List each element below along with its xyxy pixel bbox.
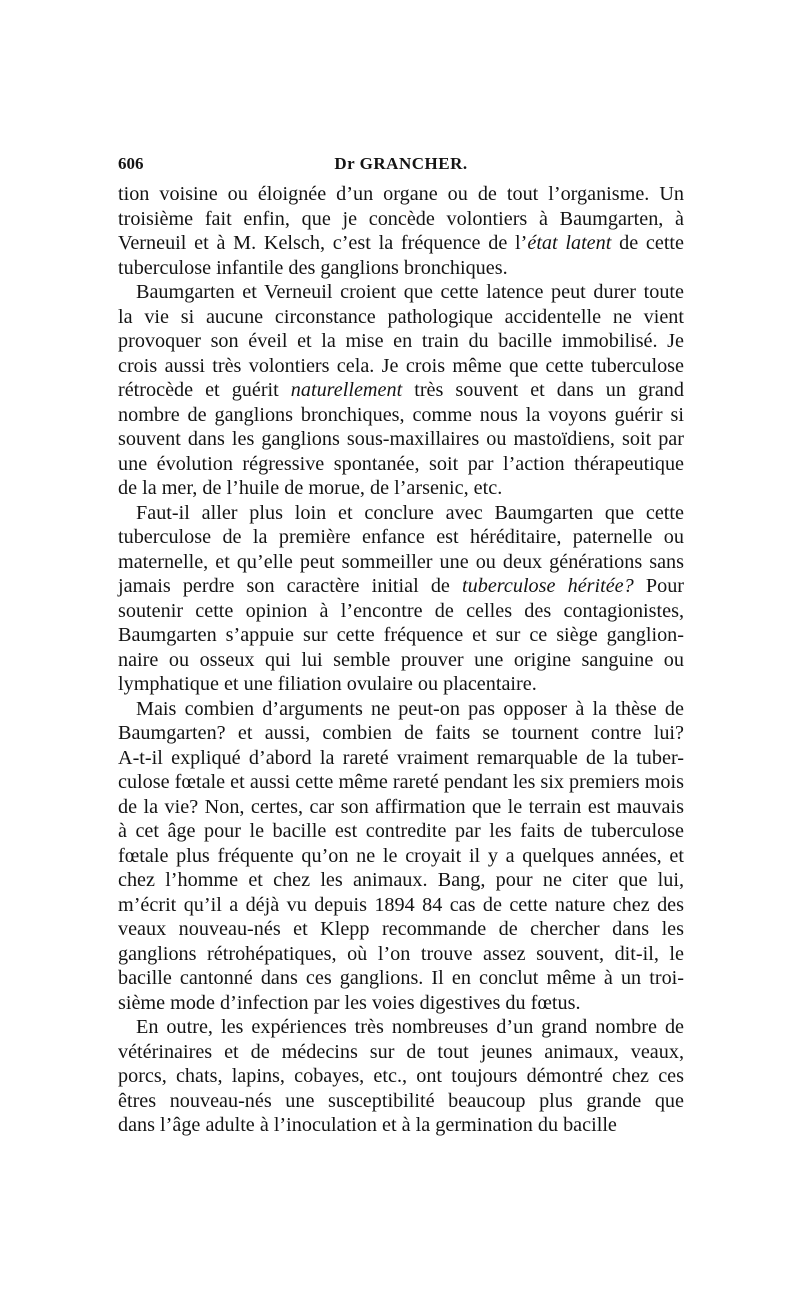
text-segment: lymphatique et une filiation ovulaire ou placentaire.	[118, 673, 537, 695]
text-line	[118, 501, 684, 526]
italic-text: naturellement	[290, 379, 403, 401]
text-line	[118, 893, 684, 918]
text-segment: une évolution régressive spontanée, soit par l’action thérapeutique	[118, 452, 684, 475]
italic-text: état latent	[527, 232, 612, 254]
text-segment: de cette	[611, 232, 685, 254]
text-line	[118, 354, 684, 379]
text-segment: m’écrit qu’il a déjà vu depuis 1894 84 cas de cette nature chez des	[118, 893, 684, 916]
body-text	[118, 182, 684, 1138]
text-line	[118, 1064, 684, 1089]
text-line	[118, 599, 684, 624]
text-line	[118, 525, 684, 550]
text-line	[118, 1040, 684, 1065]
text-segment: tuberculose de la première enfance est héréditaire, paternelle ou	[118, 526, 684, 548]
text-line	[118, 697, 684, 722]
text-line	[118, 256, 684, 281]
text-segment: Pour	[633, 575, 685, 597]
text-segment: A-t-il expliqué d’abord la rareté vraiment remarquable de la tuber-	[118, 746, 684, 769]
text-segment: de la mer, de l’huile de morue, de l’arsenic, etc.	[118, 477, 503, 499]
text-segment: vétérinaires et de médecins sur de tout jeunes animaux, veaux,	[118, 1040, 684, 1063]
text-segment: Verneuil et à M. Kelsch, c’est la fréquence de l’	[118, 232, 528, 254]
text-line	[118, 721, 684, 746]
text-line	[118, 280, 684, 305]
text-segment: sième mode d’infection par les voies digestives du fœtus.	[118, 991, 581, 1014]
running-head: Dr GRANCHER.	[334, 154, 468, 173]
text-line	[118, 476, 684, 501]
text-segment: porcs, chats, lapins, cobayes, etc., ont toujours démontré chez ces	[118, 1065, 684, 1087]
text-segment: crois aussi très volontiers cela. Je crois même que cette tuberculose	[118, 354, 684, 377]
italic-text: tuberculose héritée?	[462, 575, 634, 597]
text-line	[118, 550, 684, 575]
text-segment: dans l’âge adulte à l’inoculation et à la germination du bacille	[118, 1114, 617, 1136]
text-segment: la vie si aucune circonstance pathologique accidentelle ne vient	[118, 305, 684, 328]
text-line	[118, 403, 684, 428]
text-line	[118, 378, 684, 403]
text-line	[118, 795, 684, 820]
text-segment: souvent dans les ganglions sous-maxillaires ou mastoïdiens, soit par	[118, 428, 684, 450]
text-segment: ganglions rétrohépatiques, où l’on trouve assez souvent, dit-il, le	[118, 942, 684, 965]
text-line	[118, 305, 684, 330]
text-segment: Mais combien d’arguments ne peut-on pas opposer à la thèse de	[136, 697, 684, 720]
text-line	[118, 672, 684, 697]
text-line	[118, 623, 684, 648]
text-segment: tion voisine ou éloignée d’un organe ou de tout l’organisme. Un	[118, 183, 684, 205]
text-segment: nombre de ganglions bronchiques, comme nous la voyons guérir si	[118, 403, 684, 426]
text-segment: soutenir cette opinion à l’encontre de celles des contagionistes,	[118, 599, 684, 622]
text-segment: Baumgarten s’appuie sur cette fréquence et sur ce siège ganglion-	[118, 624, 684, 646]
text-segment: chez l’homme et chez les animaux. Bang, pour ne citer que lui,	[118, 869, 684, 891]
text-line	[118, 819, 684, 844]
text-line	[118, 746, 684, 771]
text-segment: provoquer son éveil et la mise en train du bacille immobilisé. Je	[118, 330, 684, 352]
text-line	[118, 844, 684, 869]
text-segment: veaux nouveau-nés et Klepp recommande de chercher dans les	[118, 918, 684, 940]
text-segment: Baumgarten et Verneuil croient que cette latence peut durer toute	[136, 281, 684, 303]
text-segment: de la vie? Non, certes, car son affirmation que le terrain est mauvais	[118, 795, 684, 818]
text-line	[118, 966, 684, 991]
text-line	[118, 991, 684, 1016]
text-segment: jamais perdre son caractère initial de	[118, 575, 463, 597]
text-segment: maternelle, et qu’elle peut sommeiller une ou deux générations sans	[118, 550, 684, 573]
text-line	[118, 648, 684, 673]
text-line	[118, 868, 684, 893]
text-segment: naire ou osseux qui lui semble prouver une origine sanguine ou	[118, 648, 684, 671]
text-line	[118, 427, 684, 452]
text-segment: êtres nouveau-nés une susceptibilité beaucoup plus grande que	[118, 1089, 684, 1112]
text-line	[118, 231, 684, 256]
text-line	[118, 917, 684, 942]
text-segment: fœtale plus fréquente qu’on ne le croyait il y a quelques années, et	[118, 844, 684, 867]
text-line	[118, 1089, 684, 1114]
text-segment: tuberculose infantile des ganglions bronchiques.	[118, 256, 508, 279]
page-number: 606	[118, 154, 144, 173]
text-segment: rétrocède et guérit	[118, 379, 291, 401]
text-line	[118, 182, 684, 207]
text-segment: culose fœtale et aussi cette même rareté pendant les six premiers mois	[118, 771, 684, 793]
text-line	[118, 207, 684, 232]
text-line	[118, 770, 684, 795]
text-line	[118, 452, 684, 477]
text-segment: troisième fait enfin, que je concède volontiers à Baumgarten, à	[118, 207, 684, 230]
text-line	[118, 1015, 684, 1040]
text-segment: Faut-il aller plus loin et conclure avec Baumgarten que cette	[136, 501, 684, 524]
text-line	[118, 1113, 684, 1138]
page-header	[118, 150, 684, 176]
text-segment: En outre, les expériences très nombreuses d’un grand nombre de	[136, 1016, 684, 1038]
text-line	[118, 942, 684, 967]
text-segment: très souvent et dans un grand	[402, 379, 684, 401]
text-segment: Baumgarten? et aussi, combien de faits se tournent contre lui?	[118, 722, 684, 744]
text-segment: bacille cantonné dans ces ganglions. Il en conclut même à un troi-	[118, 967, 684, 989]
text-line	[118, 574, 684, 599]
text-line	[118, 329, 684, 354]
text-segment: à cet âge pour le bacille est contredite par les faits de tuberculose	[118, 820, 684, 842]
